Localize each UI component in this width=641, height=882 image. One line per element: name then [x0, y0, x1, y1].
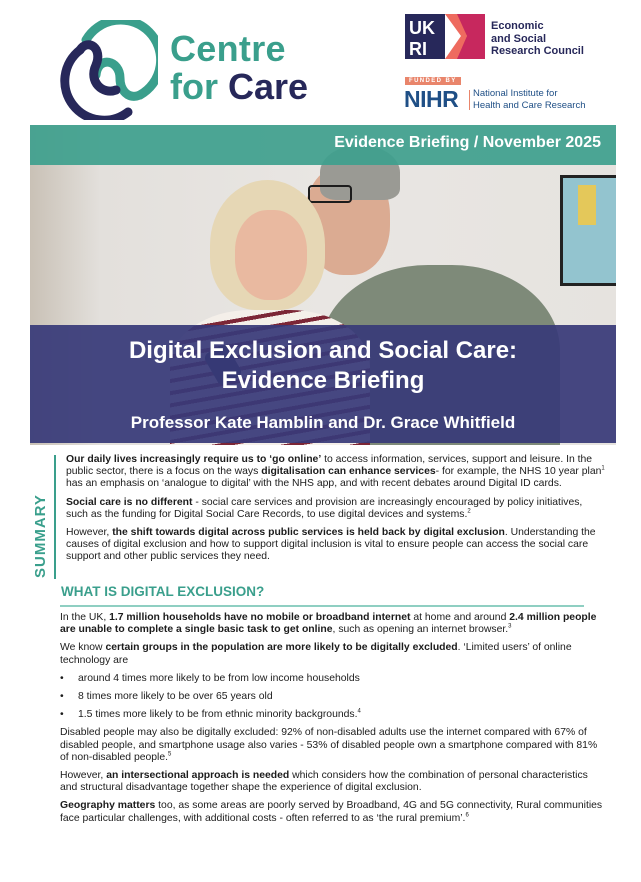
summary-paragraph: Our daily lives increasingly require us to ‘go online’ to access information, services, support and leisure. In the public sector, there is a focus on the ways digitalisation can enhance services- for example, the NHS 10 year plan$^1$ has an emphasis on ‘analogue to digital’ with the NHS app, and with recent debates around Digital ID cards. [66, 454, 605, 490]
summary-divider [54, 455, 56, 579]
esrc-name: Economic and Social Research Council [491, 20, 584, 57]
section-heading: WHAT IS DIGITAL EXCLUSION? [61, 584, 265, 599]
svg-text:UK: UK [409, 18, 435, 38]
funded-by-badge: FUNDED BY [405, 77, 461, 85]
list-item: • 8 times more likely to be over 65 years old [60, 691, 273, 703]
list-item: • around 4 times more likely to be from low income households [60, 672, 360, 684]
summary-label: SUMMARY [32, 494, 49, 578]
nihr-acronym: NIHR [404, 86, 459, 112]
bullet-list [60, 673, 605, 722]
bullet-icon: • [60, 709, 64, 721]
bullet-icon: • [60, 691, 64, 703]
section-divider [60, 605, 584, 607]
body-paragraph: In the UK, 1.7 million households have no mobile or broadband internet at home and around 2.4 million people are unable to complete a single basic task to get online, such as opening an internet browser.$^3$ [60, 612, 597, 636]
svg-text:RI: RI [409, 39, 427, 59]
series-label: Evidence Briefing / November 2025 [334, 134, 601, 151]
glasses-icon [308, 185, 352, 203]
summary-paragraph: Social care is no different - social care services and provision are increasingly encouraged by policy initiatives, such as the funding for Digital Social Care Records, to use digital devices and systems.$^2$ [66, 496, 583, 520]
page-title: Digital Exclusion and Social Care: Evidence Briefing [128, 337, 518, 394]
centre-for-care-wordmark: Centre for Care [170, 28, 309, 107]
bullet-icon: • [60, 672, 64, 684]
centre-for-care-logo-icon [58, 20, 158, 120]
section-body [60, 612, 605, 831]
authors: Professor Kate Hamblin and Dr. Grace Whitfield [130, 413, 516, 432]
ukri-logo-icon [405, 14, 485, 59]
body-paragraph: Disabled people may also be digitally excluded: 92% of non-disabled adults use the internet compared with 67% of disabled people, and smartphone usage also varies - 53% of disabled people own a smartphone compared with 81% of non-disabled people.$^5$ [60, 727, 598, 763]
body-paragraph: However, an intersectional approach is needed which considers how the combination of personal characteristics and structural disadvantage together shape the experience of digital exclusion. [60, 770, 588, 794]
body-paragraph: Geography matters too, as some areas are poorly served by Broadband, 4G and 5G connectivity, Rural communities face particular challenges, with additional costs - often referred to as ‘the rural premium’.$^6$ [60, 800, 603, 824]
body-paragraph: We know certain groups in the population are more likely to be digitally excluded. ‘Limited users’ of online technology are [60, 642, 572, 666]
nihr-name: National Institute for Health and Care Research [473, 88, 586, 111]
summary-text [66, 454, 606, 570]
list-item: • 1.5 times more likely to be from ethnic minority backgrounds.$^4$ [60, 708, 361, 721]
summary-paragraph: However, the shift towards digital across public services is held back by digital exclusion. Understanding the causes of digital exclusion and how to support digital inclusion is vital to ensure people can access the social care support and other public services they need. [66, 527, 596, 563]
nihr-divider [469, 90, 470, 110]
